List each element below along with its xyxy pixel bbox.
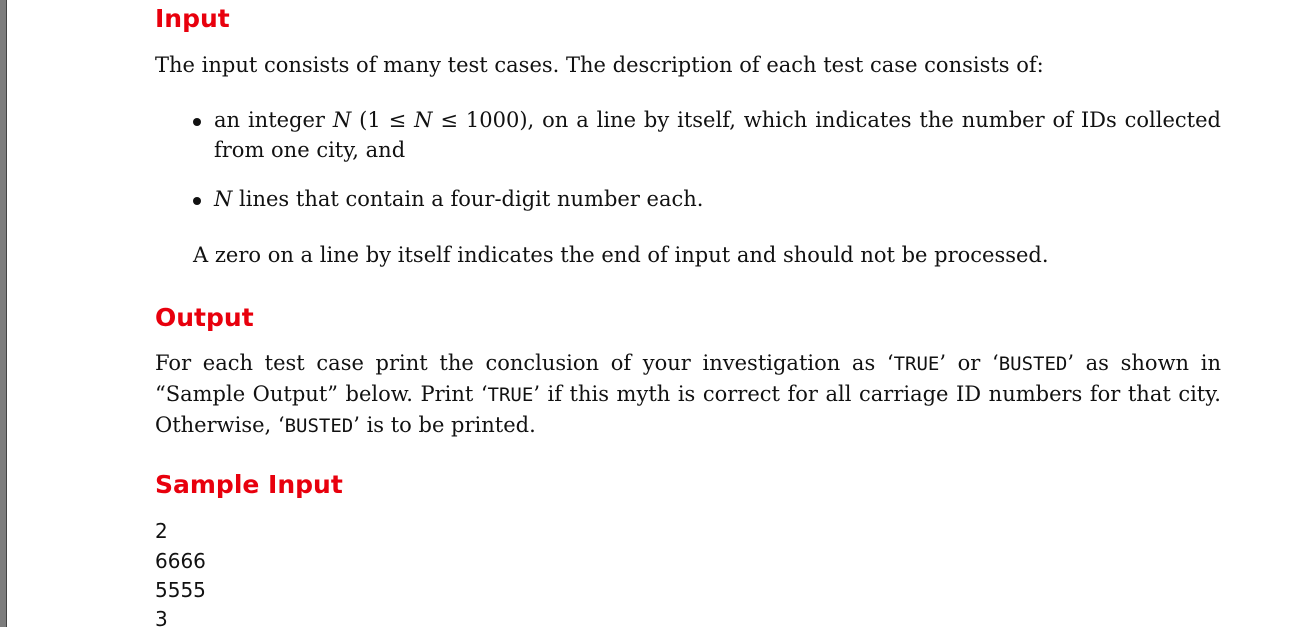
bullet-text: an integer N (1 ≤ N ≤ 1000), on a line by itself, which indicates the number of IDs collected from one city, and	[214, 108, 1221, 162]
sample-input-line: 3	[155, 607, 168, 627]
input-intro: The input consists of many test cases. The description of each test case consists of:	[155, 53, 1044, 77]
bullet-text: N lines that contain a four-digit number each.	[214, 187, 704, 211]
output-heading: Output	[155, 303, 254, 332]
bullet-icon	[193, 118, 201, 126]
sample-input-heading: Sample Input	[155, 470, 343, 499]
output-description: For each test case print the conclusion of your investigation as ‘TRUE’ or ‘BUSTED’ as shown in “Sample Output” below. Print ‘TRUE’ if this myth is correct for all carriage ID numbers for that city. Otherwise, ‘BUSTED’ is to be printed.	[155, 351, 1221, 437]
sample-input-line: 6666	[155, 549, 206, 573]
bullet-icon	[193, 197, 201, 205]
input-terminator-note: A zero on a line by itself indicates the end of input and should not be processed.	[193, 243, 1049, 267]
sample-input-line: 2	[155, 519, 168, 543]
sample-input-line: 5555	[155, 578, 206, 602]
input-heading: Input	[155, 4, 230, 33]
window-left-edge	[0, 0, 7, 627]
